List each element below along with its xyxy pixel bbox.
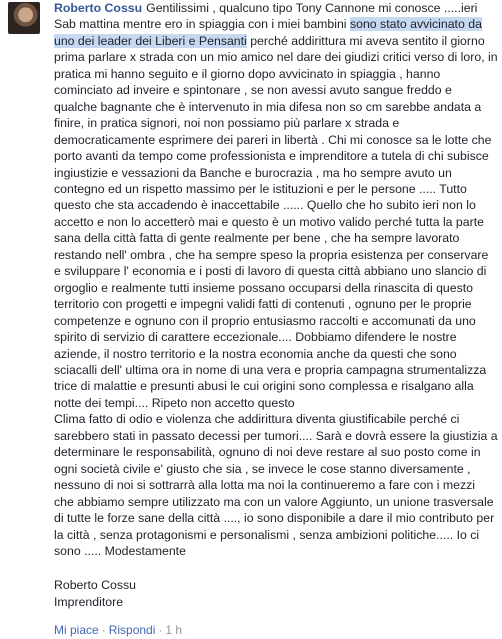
signature-name: Roberto Cossu xyxy=(54,578,137,593)
signature-title: Imprenditore xyxy=(54,594,124,609)
signature xyxy=(54,577,498,610)
comment-actions xyxy=(54,622,498,638)
reply-link[interactable]: Rispondi xyxy=(108,623,156,638)
timestamp[interactable]: 1 h xyxy=(165,623,183,638)
comment-text-part: Gentilissimi , qualcuno tipo Tony Cannone mi conosce .....ieri Sab mattina mentre ero in spiaggia con i miei bambini xyxy=(54,1,478,32)
author-name-link[interactable]: Roberto Cossu xyxy=(54,1,143,15)
author-avatar[interactable] xyxy=(8,2,40,34)
like-link[interactable]: Mi piace xyxy=(54,623,99,638)
selected-text-highlight: sono stato avvicinato da uno dei leader dei Liberi e Pensanti xyxy=(54,17,482,48)
comment-paragraph-2: Clima fatto di odio e violenza che addirittura diventa giustificabile perché ci sarebbero stati in passato decessi per tumori.... Sarà e dovrà essere la giustizia a determinare le responsabilità, ognuno di noi deve restare al suo posto come in ogni società civile e' giusto che sia , se invece le cose stanno diversamente , nessuno di noi si sottrarrà alla lotta ma noi la continueremo a fare con i mezzi che abbiamo sempre utilizzato ma con un valore Aggiunto, un unione trasversale di tutte le forze sane della città ...., io sono disponibile a dare il mio contributo per la città , senza protagonismi e personalismi , senza ambizioni politiche..... Io ci sono ..... Modestamente xyxy=(54,412,498,558)
separator-dot: · xyxy=(158,623,163,638)
comment-paragraph-1 xyxy=(54,0,498,411)
comment-text-part: perché addirittura mi aveva sentito il giorno prima parlare x strada con un mio amico nel dare dei giudizi critici verso di loro, in pratica mi hanno seguito e il giorno dopo avvicinato in spiaggia , hanno cominciato ad inveire e spintonare , se non avessi avuto sangue freddo e qualche bagnante che è intervenuto in mia difesa non so cm sarebbe andata a finire, in pratica signori, noi non possiamo più parlare x strada e democraticamente esprimere dei pareri in libertà . Chi mi conosce sa le lotte che porto avanti da tempo come professionista e imprenditore a tutela di chi subisce ingiustizie e vessazioni da Banche e burocrazia , ma ho sempre avuto un contegno ed un rispetto massimo per le istituzioni e per le persone ..... Tutto questo che sta accadendo è inaccettabile ...... Quello che ho subito ieri non lo accetto e non lo accetterò mai e questo è un motivo valido perché tutta la parte sana della città fatta di gente realmente per bene , che ha sempre lavorato restando nell' ombra , che ha sempre speso la propria esistenza per conservare e sviluppare l' economia e i posti di lavoro di questa città abbiano uno slancio di orgoglio e realmente tutti insieme possano occuparsi della rinascita di questo territorio con progetti e impegni validi fatti di contenuti , ognuno per le proprie competenze e ognuno con il proprio entusiasmo raccolti e accomunati da uno spirito di servizio di carattere eccezionale.... Dobbiamo difendere le nostre aziende, il nostro territorio e la nostra economia anche da questi che sono sciacalli dell' ultima ora in nome di una vera e propria campagna strumentalizza trice di malattie e presunti abusi le cui origini sono complessa e risalgano alla notte dei tempi.... Ripeto non accetto questo xyxy=(54,33,498,410)
comment-body xyxy=(54,0,498,639)
separator-dot: · xyxy=(101,623,106,638)
